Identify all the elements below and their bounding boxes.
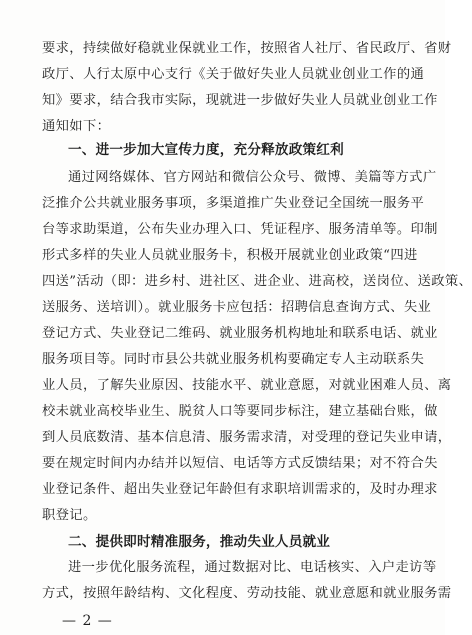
section-heading-1: 一、进一步加大宣传力度，充分释放政策红利: [68, 142, 344, 158]
body-line-10: 四送”活动（即：进乡村、进社区、进企业、进高校，送岗位、送政策、: [42, 274, 472, 289]
body-line-2: 政厅、人行太原中心支行《关于做好失业人员就业创业工作的通: [42, 67, 425, 82]
body-line-21: 进一步优化服务流程，通过数据对比、电话核实、入户走访等: [68, 560, 437, 575]
body-line-1: 要求，持续做好稳就业保就业工作，按照省人社厅、省民政厅、省财: [42, 41, 452, 56]
section-heading-2: 二、提供即时精准服务，推动失业人员就业: [68, 534, 331, 550]
body-line-18: 业登记条件、超出失业登记年龄但有求职培训需求的，及时办理求: [42, 482, 438, 497]
body-line-16: 到人员底数清、基本信息清、服务需求清，对受理的登记失业申请，: [42, 430, 452, 445]
body-line-8: 台等求助渠道，公布失业办理入口、凭证程序、服务清单等。印制: [42, 222, 438, 237]
body-line-15: 校未就业高校毕业生、脱贫人口等要同步标注，建立基础台账，做: [42, 404, 438, 419]
body-line-11: 送服务、送培训）。就业服务卡应包括：招聘信息查询方式、失业: [42, 300, 432, 315]
body-line-13: 服务项目等。同时市县公共就业服务机构要确定专人主动联系失: [42, 352, 425, 367]
body-line-9: 形式多样的失业人员就业服务卡，积极开展就业创业政策“四进: [42, 248, 418, 263]
body-line-7: 泛推介公共就业服务事项，多渠道推广失业登记全国统一服务平: [42, 196, 425, 211]
body-line-22: 方式，按照年龄结构、文化程度、劳动技能、就业意愿和就业服务需: [42, 586, 452, 601]
body-line-3: 知》要求，结合我市实际，现就进一步做好失业人员就业创业工作: [42, 93, 438, 108]
page-number: — 2 —: [62, 613, 113, 629]
body-line-4: 通知如下：: [42, 119, 111, 134]
body-line-12: 登记方式、失业登记二维码、就业服务机构地址和联系电话、就业: [42, 326, 438, 341]
body-line-6: 通过网络媒体、官方网站和微信公众号、微博、美篇等方式广: [68, 170, 437, 185]
body-line-19: 职登记。: [42, 508, 97, 523]
body-line-14: 业人员，了解失业原因、技能水平、就业意愿，对就业困难人员、离: [42, 378, 452, 393]
body-line-17: 要在规定时间内办结并以短信、电话等方式反馈结果；对不符合失: [42, 456, 438, 471]
